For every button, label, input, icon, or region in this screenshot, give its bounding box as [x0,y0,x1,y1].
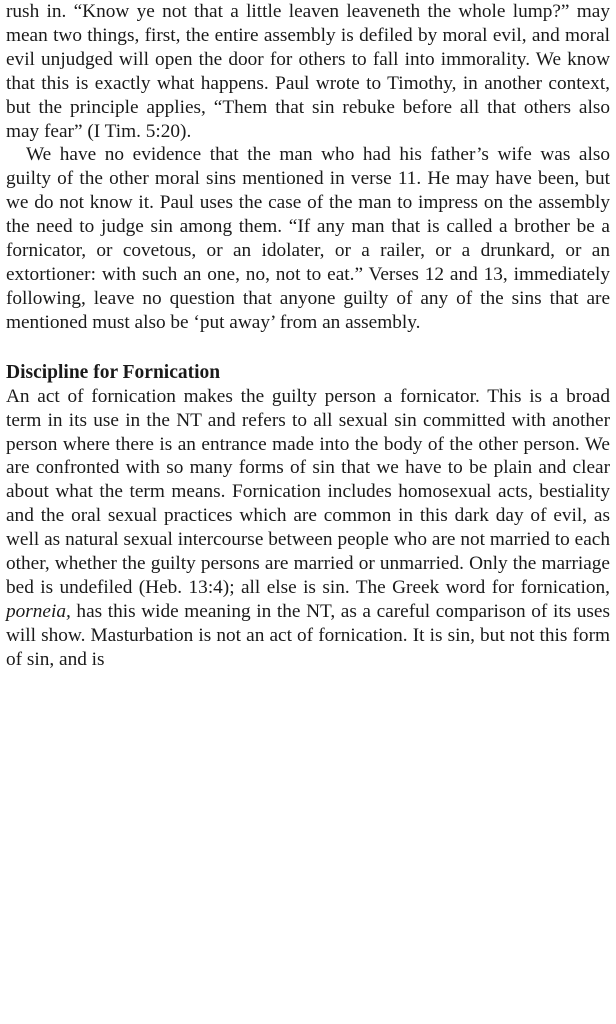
section-heading: Discipline for Fornication [6,361,221,383]
paragraph-evidence: We have no evidence that the man who had his father’s wife was also guilty of the other moral sins mentioned in verse 11. He may have been, but we do not know it. Paul uses the case of the man to impress on the assembly the need to judge sin among them. “If any man that is called a brother be a fornicator, or covetous, or an idolater, or a railer, or a drunkard, or an extortioner: with such an one, no, not to eat.” Verses 12 and 13, immediately following, leave no question that anyone guilty of any of the sins that are mentioned must also be ‘put away’ from an assembly. [6,144,610,333]
book-page [6,0,610,672]
paragraph-continuation: rush in. “Know ye not that a little leaven leaveneth the whole lump?” may mean two things, first, the entire assembly is defiled by moral evil, and moral evil unjudged will open the door for others to fall into immorality. We know that this is exactly what happens. Paul wrote to Timothy, in another context, but the principle applies, “Them that sin rebuke before all that others also may fear” (I Tim. 5:20). [6,1,610,142]
greek-term: porneia, [6,600,71,622]
paragraph-text-before: An act of fornication makes the guilty person a fornicator. This is a broad term in its use in the NT and refers to all sexual sin committed with another person where there is an entrance made into the body of the other person. We are confronted with so many forms of sin that we have to be plain and clear about what the term means. Fornication includes homosexual acts, bestiality and the oral sexual practices which are common in this dark day of evil, as well as natural sexual intercourse between people who are not married to each other, whether the guilty persons are married or unmarried. Only the marriage bed is undefiled (Heb. 13:4); all else is sin. The Greek word for fornication, [6,385,610,598]
paragraph-fornication [6,385,610,672]
paragraph-text-after: has this wide meaning in the NT, as a careful comparison of its uses will show. Masturbation is not an act of fornication. It is sin, but not this form of sin, and is [6,600,610,670]
